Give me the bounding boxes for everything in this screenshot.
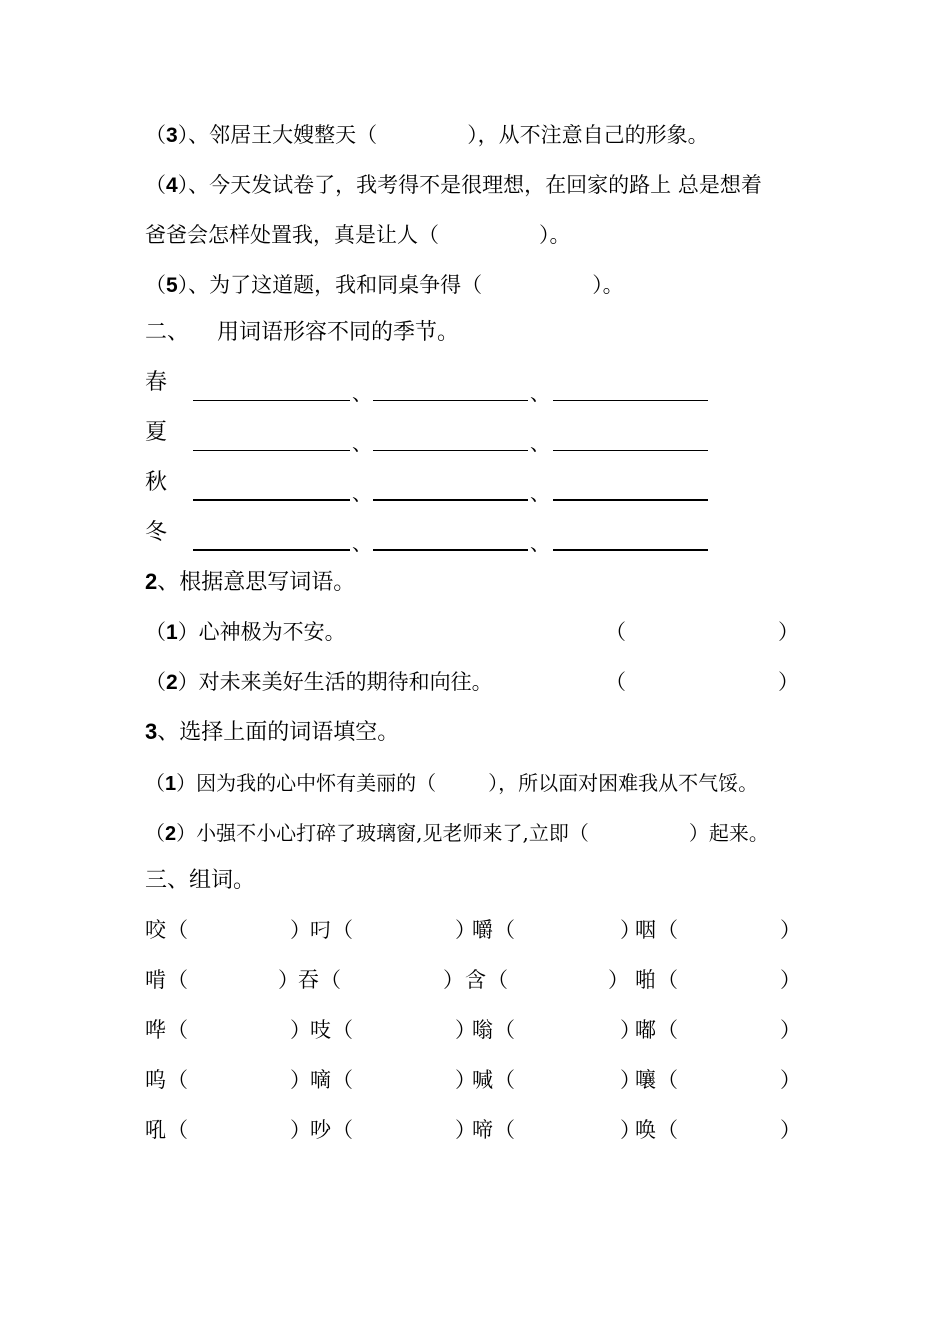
summer-blank-2[interactable] — [373, 450, 528, 451]
group-char: 吞 — [298, 968, 319, 992]
group-char: 嘀 — [310, 1068, 331, 1092]
group-close-paren: ） — [620, 1068, 641, 1092]
winter-blank-3[interactable] — [553, 549, 708, 551]
fill-item-3: （3）、邻居王大嫂整天（ ），从不注意自己的形象。 — [145, 123, 709, 147]
group-open-paren: （ — [167, 1118, 188, 1142]
group-open-paren: （ — [332, 1018, 353, 1042]
group-open-paren: （ — [657, 1068, 678, 1092]
group-open-paren: （ — [494, 1068, 515, 1092]
q3-title: 3、选择上面的词语填空。 — [145, 719, 400, 745]
q3-item-2: （2）小强不小心打碎了玻璃窗,见老师来了,立即（ ）起来。 — [145, 821, 769, 845]
group-close-paren: ） — [443, 968, 464, 992]
group-close-paren: ） — [620, 1118, 641, 1142]
group-char: 喊 — [472, 1068, 493, 1092]
group-char: 咬 — [145, 918, 166, 942]
group-char: 嘟 — [635, 1018, 656, 1042]
group-close-paren: ） — [455, 918, 476, 942]
group-char: 含 — [465, 968, 486, 992]
group-char: 吱 — [310, 1018, 331, 1042]
separator: 、 — [530, 431, 550, 455]
group-close-paren: ） — [780, 1118, 801, 1142]
group-close-paren: ） — [780, 968, 801, 992]
autumn-blank-1[interactable] — [193, 499, 350, 501]
group-char: 唤 — [635, 1118, 656, 1142]
season-summer: 夏 — [145, 420, 168, 445]
fill-item-4: （4）、今天发试卷了，我考得不是很理想，在回家的路上 总是想着 — [145, 173, 762, 197]
group-close-paren: ） — [290, 1068, 311, 1092]
spring-blank-1[interactable] — [193, 400, 350, 401]
summer-blank-1[interactable] — [193, 450, 350, 451]
group-close-paren: ） — [455, 1018, 476, 1042]
group-open-paren: （ — [657, 1118, 678, 1142]
spring-blank-3[interactable] — [553, 400, 708, 401]
group-close-paren: ） — [620, 1018, 641, 1042]
group-char: 啪 — [635, 968, 656, 992]
q3-item-1: （1）因为我的心中怀有美丽的（ ），所以面对困难我从不气馁。 — [145, 771, 759, 795]
group-open-paren: （ — [332, 918, 353, 942]
separator: 、 — [530, 531, 550, 555]
group-open-paren: （ — [167, 1068, 188, 1092]
separator: 、 — [530, 381, 550, 405]
group-open-paren: （ — [487, 968, 508, 992]
season-autumn: 秋 — [145, 470, 168, 495]
group-close-paren: ） — [455, 1118, 476, 1142]
group-close-paren: ） — [290, 1118, 311, 1142]
q2-item-2-open-paren: （ — [605, 670, 626, 694]
group-close-paren: ） — [608, 968, 629, 992]
winter-blank-2[interactable] — [373, 549, 528, 551]
group-open-paren: （ — [494, 1018, 515, 1042]
group-close-paren: ） — [620, 918, 641, 942]
group-open-paren: （ — [494, 1118, 515, 1142]
group-char: 嚷 — [635, 1068, 656, 1092]
season-spring: 春 — [145, 370, 168, 395]
fill-item-5: （5）、为了这道题，我和同桌争得（ ）。 — [145, 273, 624, 297]
group-close-paren: ） — [780, 1068, 801, 1092]
q2-item-1-open-paren: （ — [605, 620, 626, 644]
group-open-paren: （ — [657, 918, 678, 942]
separator: 、 — [530, 481, 550, 505]
winter-blank-1[interactable] — [193, 549, 350, 551]
group-open-paren: （ — [332, 1118, 353, 1142]
group-close-paren: ） — [278, 968, 299, 992]
group-close-paren: ） — [290, 1018, 311, 1042]
group-char: 吼 — [145, 1118, 166, 1142]
separator: 、 — [352, 431, 372, 455]
autumn-blank-3[interactable] — [553, 499, 708, 501]
group-char: 呜 — [145, 1068, 166, 1092]
season-winter: 冬 — [145, 520, 168, 545]
group-close-paren: ） — [290, 918, 311, 942]
group-char: 嚼 — [472, 918, 493, 942]
group-open-paren: （ — [494, 918, 515, 942]
spring-blank-2[interactable] — [373, 400, 528, 401]
group-open-paren: （ — [657, 968, 678, 992]
group-open-paren: （ — [332, 1068, 353, 1092]
group-close-paren: ） — [780, 918, 801, 942]
section2-title: 二、 用词语形容不同的季节。 — [145, 320, 459, 345]
group-open-paren: （ — [167, 968, 188, 992]
summer-blank-3[interactable] — [553, 450, 708, 451]
group-char: 啼 — [472, 1118, 493, 1142]
group-open-paren: （ — [657, 1018, 678, 1042]
q2-item-1: （1）心神极为不安。 — [145, 620, 346, 644]
group-close-paren: ） — [455, 1068, 476, 1092]
autumn-blank-2[interactable] — [373, 499, 528, 501]
group-char: 啃 — [145, 968, 166, 992]
q2-title: 2、根据意思写词语。 — [145, 569, 356, 595]
group-close-paren: ） — [780, 1018, 801, 1042]
group-char: 咽 — [635, 918, 656, 942]
separator: 、 — [352, 531, 372, 555]
group-char: 吵 — [310, 1118, 331, 1142]
group-open-paren: （ — [167, 1018, 188, 1042]
q2-item-2: （2）对未来美好生活的期待和向往。 — [145, 670, 493, 694]
group-char: 哗 — [145, 1018, 166, 1042]
separator: 、 — [352, 381, 372, 405]
group-char: 嗡 — [472, 1018, 493, 1042]
separator: 、 — [352, 481, 372, 505]
q2-item-2-close-paren: ） — [778, 670, 799, 694]
group-open-paren: （ — [167, 918, 188, 942]
section3-title: 三、组词。 — [145, 868, 256, 893]
group-char: 叼 — [310, 918, 331, 942]
group-open-paren: （ — [320, 968, 341, 992]
q2-item-1-close-paren: ） — [778, 620, 799, 644]
fill-item-4-cont: 爸爸会怎样处置我，真是让人（ ）。 — [145, 223, 571, 247]
